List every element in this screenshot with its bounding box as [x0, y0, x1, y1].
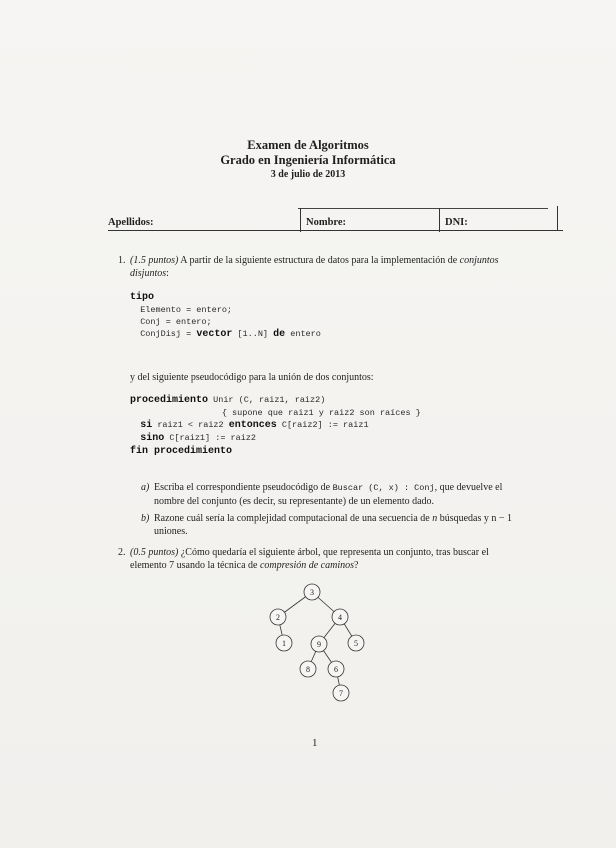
code-line: C[raiz1] := raiz2 — [164, 433, 257, 443]
code-line: ConjDisj = — [140, 329, 197, 339]
item-text: Razone cuál sería la complejidad computacional de una secuencia de — [154, 513, 430, 524]
surname-label: Apellidos: — [108, 217, 154, 228]
question-2 — [118, 546, 525, 572]
code-line: Conj = entero; — [140, 317, 212, 327]
code-comment: { supone que raiz1 y raiz2 son raíces } — [221, 408, 421, 418]
dni-label: DNI: — [445, 217, 468, 228]
question-points: (1.5 puntos) — [130, 255, 179, 266]
code-keyword: si — [140, 420, 153, 431]
question-punct: ? — [354, 560, 359, 571]
question-points: (0.5 puntos) — [130, 547, 179, 558]
code-line: Unir (C, raiz1, raiz2) — [208, 395, 326, 405]
question-text: A partir de la siguiente estructura de datos para la implementación de — [180, 255, 458, 266]
question-emphasis: compresión de caminos — [259, 560, 355, 571]
exam-header — [0, 138, 616, 182]
tree-node-label: 1 — [282, 639, 286, 648]
question-text: y del siguiente pseudocódigo para la unión de dos conjuntos: — [130, 372, 374, 383]
tree-node-label: 4 — [338, 613, 342, 622]
code-keyword: entonces — [228, 420, 277, 431]
code-keyword: de — [273, 329, 286, 340]
tree-node-label: 3 — [310, 588, 314, 597]
tree-node-label: 6 — [334, 665, 338, 674]
code-keyword: vector — [196, 329, 233, 340]
code-line: C[raiz2] := raiz1 — [276, 420, 369, 430]
question-text: ¿Cómo quedaría el siguiente árbol, que representa un conjunto, tras buscar el elemento 7 usando la técnica de — [130, 547, 489, 571]
item-text: Escriba el correspondiente pseudocódigo de — [154, 482, 331, 493]
question-1-item-a — [141, 481, 527, 508]
id-separator — [439, 208, 440, 232]
code-line: raiz1 < raiz2 — [152, 420, 229, 430]
id-right-bar — [557, 206, 558, 230]
id-top-rule — [298, 208, 548, 209]
exam-title: Examen de Algoritmos — [247, 138, 369, 152]
item-code: Buscar (C, x) : Conj — [332, 483, 435, 493]
code-keyword: tipo — [130, 292, 155, 303]
student-id-line — [108, 208, 563, 231]
code-line: entero — [285, 329, 321, 339]
item-label: b) — [141, 513, 150, 524]
tree-node-label: 7 — [339, 689, 343, 698]
item-text: n − 1 uniones. — [154, 513, 513, 537]
code-keyword: fin procedimiento — [130, 446, 233, 457]
item-text: búsquedas y — [439, 513, 489, 524]
question-1-text-2 — [130, 371, 530, 384]
item-emphasis: n — [432, 513, 438, 524]
question-1 — [118, 254, 523, 280]
page-number: 1 — [312, 737, 318, 749]
question-1-item-b — [141, 512, 527, 538]
question-number: 2. — [118, 547, 126, 558]
name-label: Nombre: — [306, 217, 347, 228]
type-code-block — [130, 291, 321, 341]
code-keyword: sino — [140, 433, 165, 444]
tree-node-label: 9 — [317, 640, 321, 649]
exam-degree: Grado en Ingeniería Informática — [220, 153, 396, 167]
question-punct: : — [166, 268, 169, 279]
code-line: [1..N] — [232, 329, 274, 339]
question-emphasis: conjuntos disjuntos — [130, 255, 499, 279]
proc-code-block — [130, 394, 421, 458]
code-line: Elemento = entero; — [140, 305, 233, 315]
item-text: , que devuelve el nombre del conjunto (es decir, su representante) de un elemento dado. — [154, 482, 503, 507]
tree-node-label: 8 — [306, 665, 310, 674]
exam-date: 3 de julio de 2013 — [270, 169, 346, 180]
item-label: a) — [141, 482, 150, 493]
question-number: 1. — [118, 255, 126, 266]
tree-node-label: 2 — [276, 613, 280, 622]
code-keyword: procedimiento — [130, 395, 209, 406]
union-find-tree — [255, 580, 375, 710]
tree-node-label: 5 — [354, 639, 358, 648]
id-separator — [300, 208, 301, 232]
